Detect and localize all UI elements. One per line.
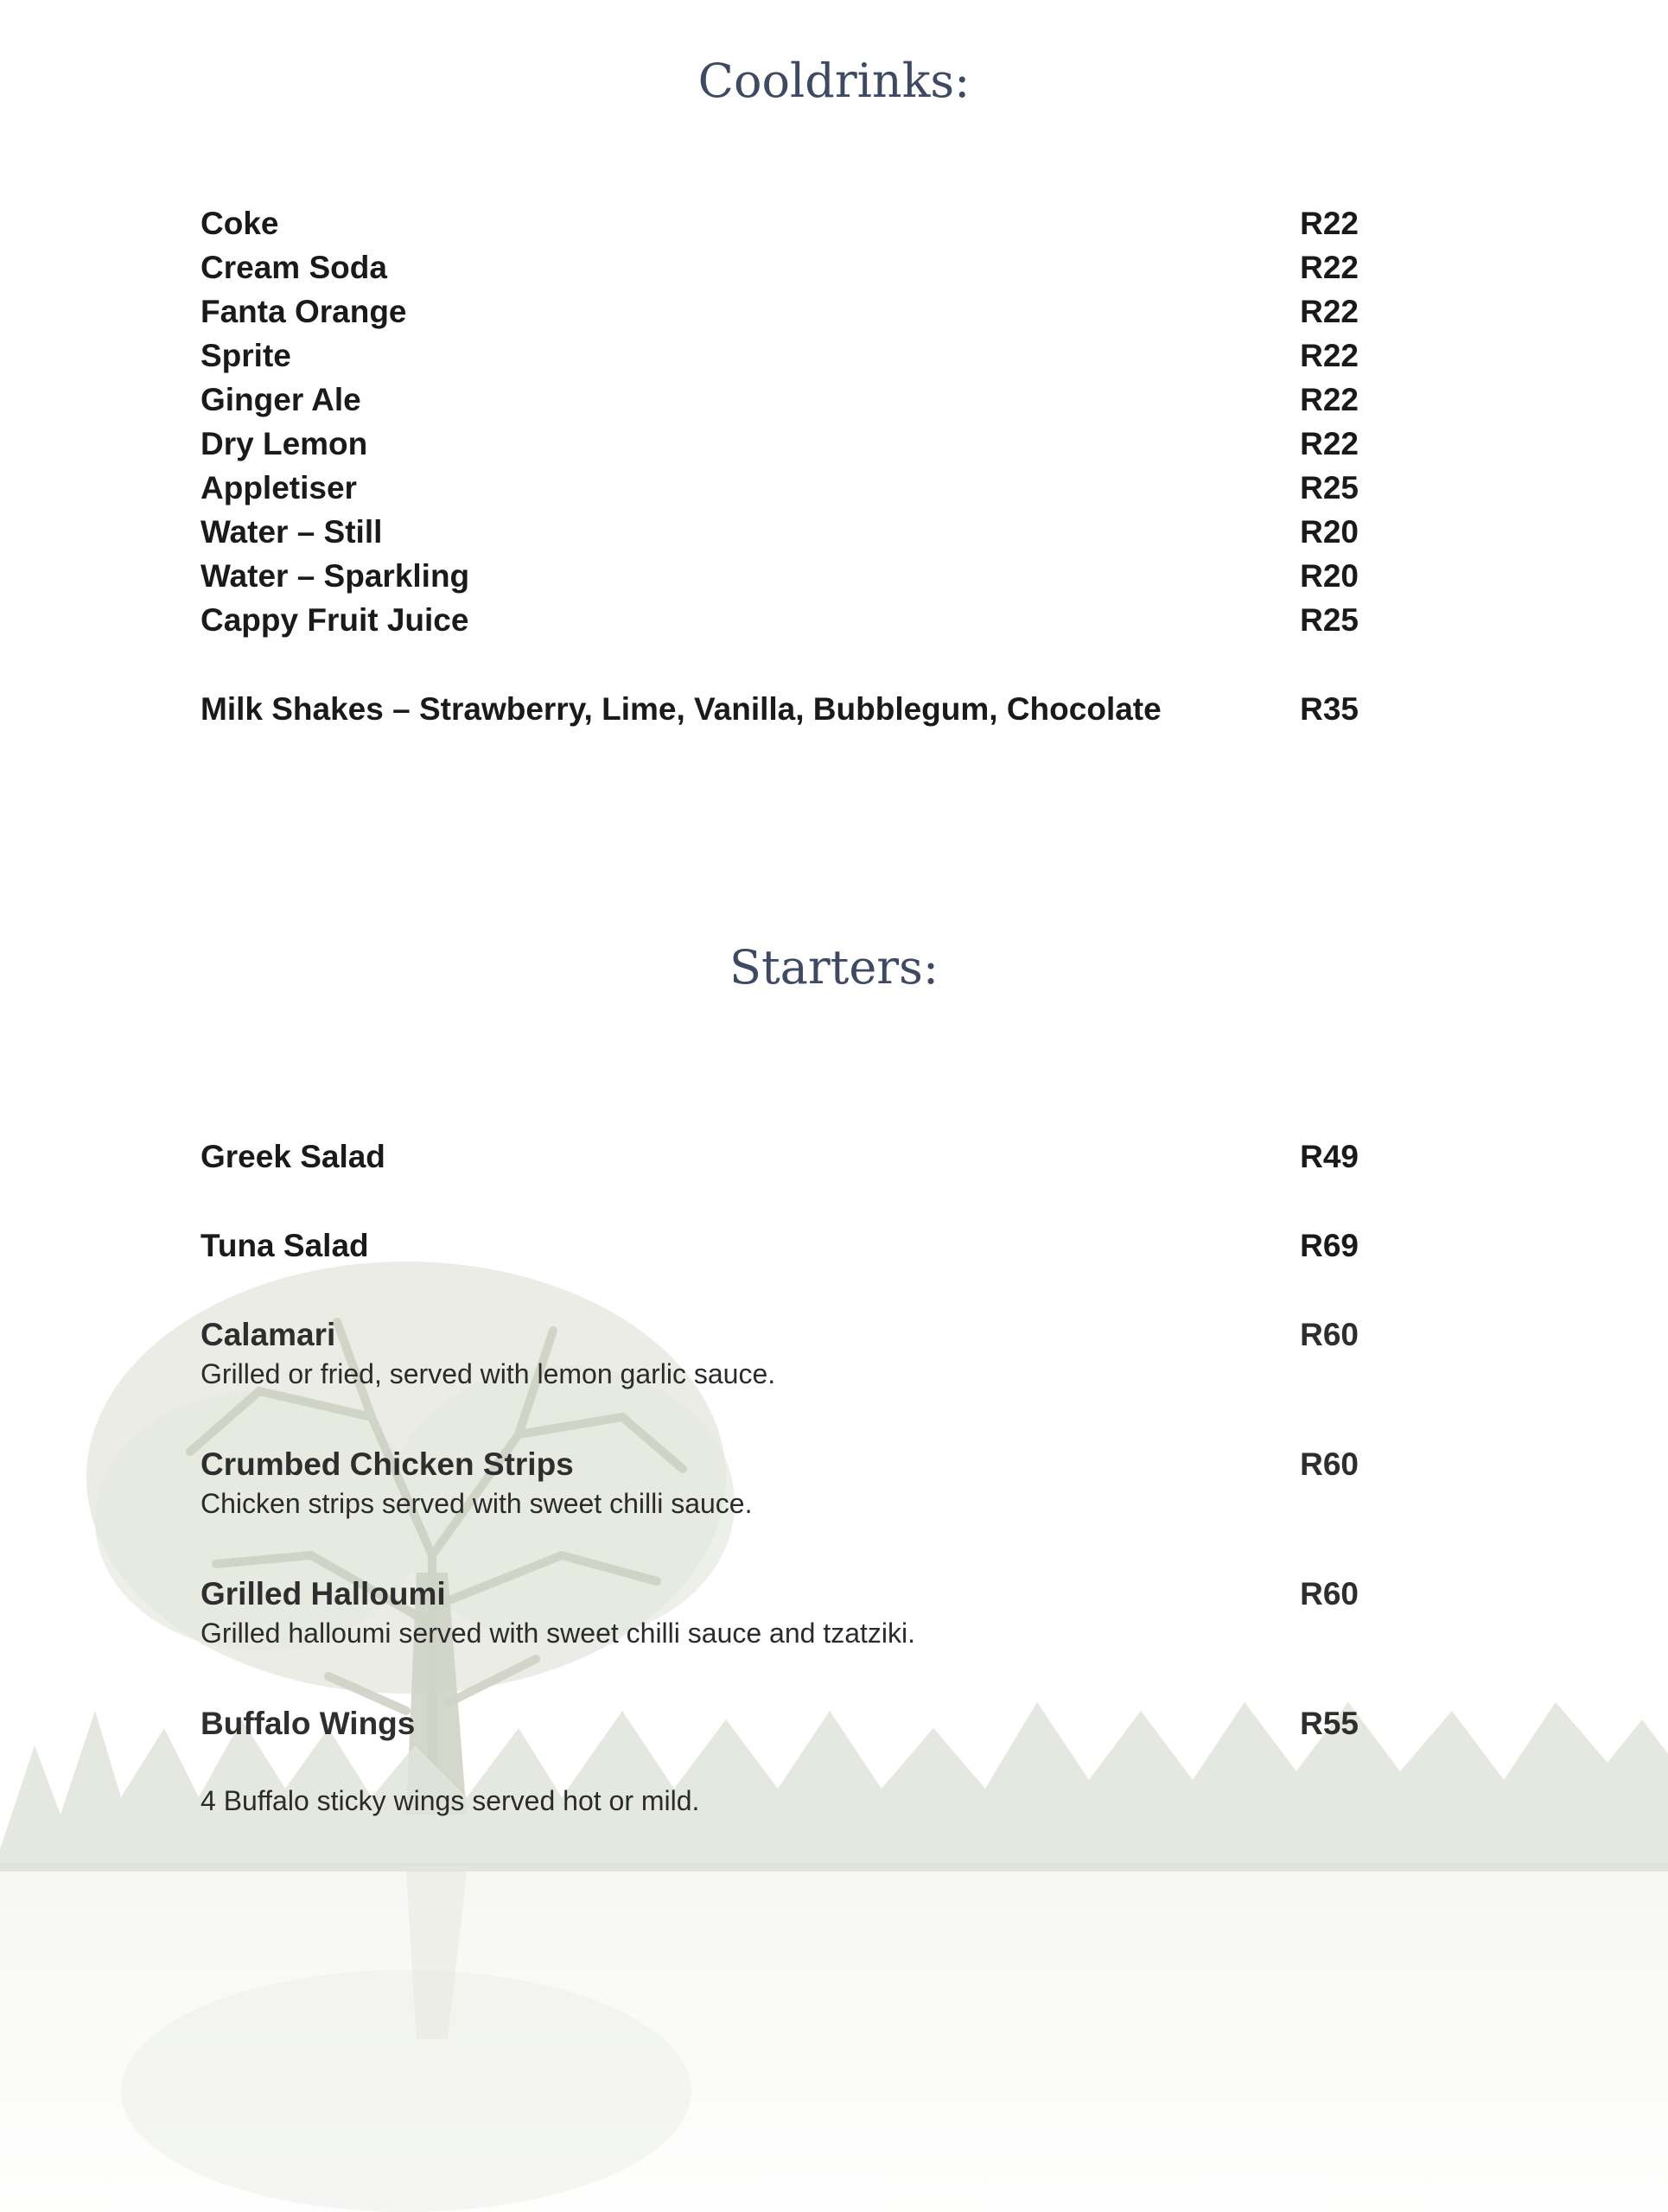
item-name: Water – Sparkling	[201, 558, 470, 594]
item-description: Chicken strips served with sweet chilli sauce.	[201, 1488, 753, 1519]
item-price: R69	[1300, 1228, 1359, 1263]
item-name: Appletiser	[201, 470, 357, 505]
item-name: Fanta Orange	[201, 294, 407, 329]
item-price: R60	[1300, 1576, 1359, 1611]
item-name: Greek Salad	[201, 1139, 385, 1174]
item-price: R20	[1300, 514, 1359, 550]
menu-item-sprite	[201, 338, 1359, 374]
menu-item-dry-lemon	[201, 426, 1359, 462]
menu-item-coke	[201, 206, 1359, 242]
menu-item-water-still	[201, 514, 1359, 550]
item-name: Ginger Ale	[201, 382, 361, 417]
item-price: R25	[1300, 470, 1359, 505]
item-name: Sprite	[201, 338, 291, 373]
menu-item-water-sparkling	[201, 558, 1359, 594]
menu-item-tuna-salad	[201, 1228, 1359, 1264]
menu-item-appletiser	[201, 470, 1359, 506]
item-description: Grilled or fried, served with lemon garlic sauce.	[201, 1358, 776, 1389]
item-name: Dry Lemon	[201, 426, 368, 461]
item-name: Tuna Salad	[201, 1228, 369, 1263]
item-name: Cream Soda	[201, 250, 387, 285]
menu-item-crumbed-chicken-strips	[201, 1446, 1359, 1520]
item-name: Water – Still	[201, 514, 383, 550]
item-name: Coke	[201, 206, 279, 241]
item-price: R22	[1300, 426, 1359, 461]
item-price: R25	[1300, 602, 1359, 638]
item-price: R60	[1300, 1317, 1359, 1352]
item-name: Grilled Halloumi	[201, 1576, 446, 1611]
item-name: Crumbed Chicken Strips	[201, 1446, 574, 1482]
item-price: R22	[1300, 206, 1359, 241]
item-price: R55	[1300, 1706, 1359, 1741]
starters-title: Starters:	[729, 940, 939, 995]
item-name: Buffalo Wings	[201, 1706, 416, 1741]
menu-item-cappy-fruit-juice	[201, 602, 1359, 639]
item-name: Milk Shakes – Strawberry, Lime, Vanilla, Bubblegum, Chocolate	[201, 691, 1162, 727]
item-price: R22	[1300, 294, 1359, 329]
menu-item-buffalo-wings	[201, 1706, 1359, 1817]
menu-item-calamari	[201, 1317, 1359, 1390]
item-name: Cappy Fruit Juice	[201, 602, 469, 638]
item-name: Calamari	[201, 1317, 336, 1352]
item-description: Grilled halloumi served with sweet chilli sauce and tzatziki.	[201, 1618, 916, 1649]
cooldrinks-title: Cooldrinks:	[697, 54, 971, 108]
menu-item-fanta-orange	[201, 294, 1359, 330]
item-price: R20	[1300, 558, 1359, 594]
menu-item-cream-soda	[201, 250, 1359, 286]
menu-item-milk-shakes	[201, 691, 1359, 728]
item-price: R49	[1300, 1139, 1359, 1174]
menu-item-ginger-ale	[201, 382, 1359, 418]
item-description: 4 Buffalo sticky wings served hot or mild.	[201, 1785, 700, 1816]
item-price: R35	[1300, 691, 1359, 727]
item-price: R22	[1300, 382, 1359, 417]
item-price: R22	[1300, 250, 1359, 285]
item-price: R60	[1300, 1446, 1359, 1482]
item-price: R22	[1300, 338, 1359, 373]
menu-item-greek-salad	[201, 1139, 1359, 1175]
menu-item-grilled-halloumi	[201, 1576, 1359, 1649]
